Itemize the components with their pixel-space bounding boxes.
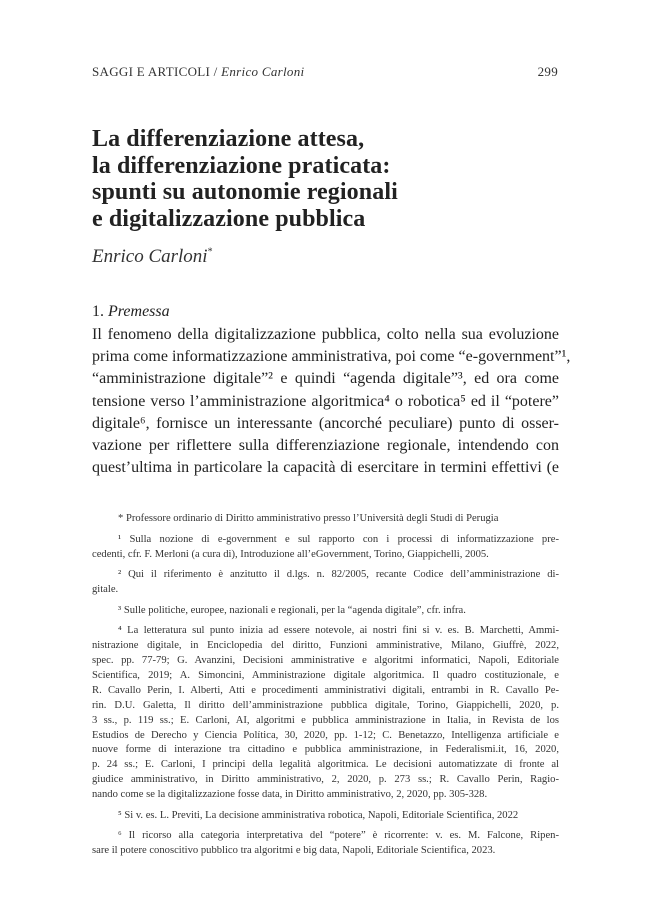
- article-title: [92, 126, 590, 232]
- author-name: Enrico Carloni: [92, 246, 208, 267]
- footnote: [92, 624, 559, 803]
- running-header: [92, 64, 558, 80]
- title-line: La differenziazione attesa,: [92, 126, 365, 152]
- footnote-line: cedenti, cfr. F. Merloni (a cura di), Introduzione all’eGovernment, Torino, Giappichelli, 2005.: [92, 548, 489, 560]
- section-title: Premessa: [108, 303, 170, 320]
- footnote: [92, 533, 559, 563]
- body-line: “amministrazione digitale”² e quindi “agenda digitale”³, ed ora come: [92, 370, 559, 388]
- footnote: [92, 809, 559, 824]
- footnote-line: giudice amministrativo, in Diritto amministrativo, 2, 2020, p. 273 ss.; R. Cavallo Perin, Ragio-: [92, 774, 559, 786]
- header-section: SAGGI E ARTICOLI: [92, 64, 211, 79]
- footnote: [92, 512, 559, 527]
- footnote: [92, 829, 559, 859]
- footnote-line: ⁴ La letteratura sul punto inizia ad essere notevole, ai nostri fini si v. es. B. Marchetti, Ammi-: [118, 625, 559, 637]
- footnotes: [92, 512, 559, 865]
- body-line: quest’ultima in particolare la capacità di esercitare in termini effettivi (e: [92, 459, 559, 477]
- title-line: e digitalizzazione pubblica: [92, 205, 366, 232]
- footnote-line: nuove forme di interazione tra cittadino e pubblica amministrazione, in Federalismi.it, 16, 2020,: [92, 744, 559, 756]
- footnote-line: R. Cavallo Perin, I. Alberti, Atti e procedimenti amministrativi digitali, entrambi in R. Cavallo Pe-: [92, 684, 559, 696]
- footnote-line: spec. pp. 77-79; G. Avanzini, Decisioni amministrative e algoritmi informatici, Napoli, Editoriale: [92, 655, 559, 666]
- footnote-line: sare il potere conoscitivo pubblico tra algoritmi e big data, Napoli, Editoriale Scientifica, 2023.: [92, 845, 496, 857]
- footnote: [92, 604, 559, 619]
- footnote-line: Scientifica, 2019; A. Simoncini, Amministrazione digitale algoritmica. Il quadro costituzionale, e: [92, 669, 559, 681]
- footnote-line: ⁶ Il ricorso alla categoria interpretativa del “potere” è ricorrente: v. es. M. Falcone, Ripen-: [118, 830, 559, 842]
- footnote-line: ¹ Sulla nozione di e-government e sul rapporto con i processi di informatizzazione pre-: [118, 533, 559, 545]
- section-heading: [92, 303, 170, 321]
- article-author: [92, 246, 213, 268]
- section-number: 1.: [92, 303, 104, 320]
- body-line: tensione verso l’amministrazione algoritmica⁴ o robotica⁵ ed il “potere”: [92, 392, 559, 410]
- footnote-line: p. 24 ss.; E. Carloni, I principi della legalità algoritmica. Le decisioni automatizzate di fronte al: [92, 759, 559, 771]
- running-header-left: [92, 64, 304, 80]
- header-separator: /: [210, 64, 222, 79]
- footnote-line: nistrazione digitale, in Enciclopedia del diritto, Funzioni amministrative, Milano, Giuffrè, 2022,: [92, 640, 559, 652]
- body-line: vazione per riflettere sulla differenziazione regionale, intendendo con: [92, 437, 559, 455]
- title-line: spunti su autonomie regionali: [92, 179, 398, 205]
- footnote-line: gitale.: [92, 584, 119, 595]
- page-number: 299: [537, 64, 558, 79]
- footnote-line: Estudios de Derecho y Ciencia Política, 30, 2020, pp. 1-12; C. Benetazzo, Intelligenza artificiale e: [92, 729, 559, 741]
- body-line: Il fenomeno della digitalizzazione pubblica, colto nella sua evoluzione: [92, 326, 559, 343]
- footnote-line: nando come se la digitalizzazione fosse data, in Diritto amministrativo, 2, 2020, pp. 305-328.: [92, 789, 488, 801]
- footnote-line: rin. D.U. Galetta, Il diritto dell’amministrazione pubblica digitale, Torino, Giappichelli, 2020, p.: [92, 699, 559, 711]
- author-footnote-mark: *: [207, 246, 213, 258]
- body-line: prima come informatizzazione amministrativa, poi come “e-government”¹,: [92, 348, 571, 366]
- footnote-line: 3 ss., p. 119 ss.; E. Carloni, AI, algoritmi e pubblica amministrazione in Italia, in Revista de los: [92, 714, 559, 726]
- footnote: [92, 568, 559, 598]
- body-line: digitale⁶, fornisce un interessante (ancorché peculiare) punto di osser-: [92, 414, 559, 432]
- footnote-line: ³ Sulle politiche, europee, nazionali e regionali, per la “agenda digitale”, cfr. infra.: [118, 604, 466, 616]
- footnote-line: * Professore ordinario di Diritto amministrativo presso l’Università degli Studi di Perugia: [118, 513, 499, 524]
- title-line: la differenziazione praticata:: [92, 152, 391, 179]
- footnote-line: ² Qui il riferimento è anzitutto il d.lgs. n. 82/2005, recante Codice dell’amministrazione di-: [118, 569, 559, 581]
- footnote-line: ⁵ Si v. es. L. Previti, La decisione amministrativa robotica, Napoli, Editoriale Scientifica, 2022: [118, 809, 519, 821]
- header-author: Enrico Carloni: [221, 64, 305, 79]
- body-paragraph: [92, 324, 571, 479]
